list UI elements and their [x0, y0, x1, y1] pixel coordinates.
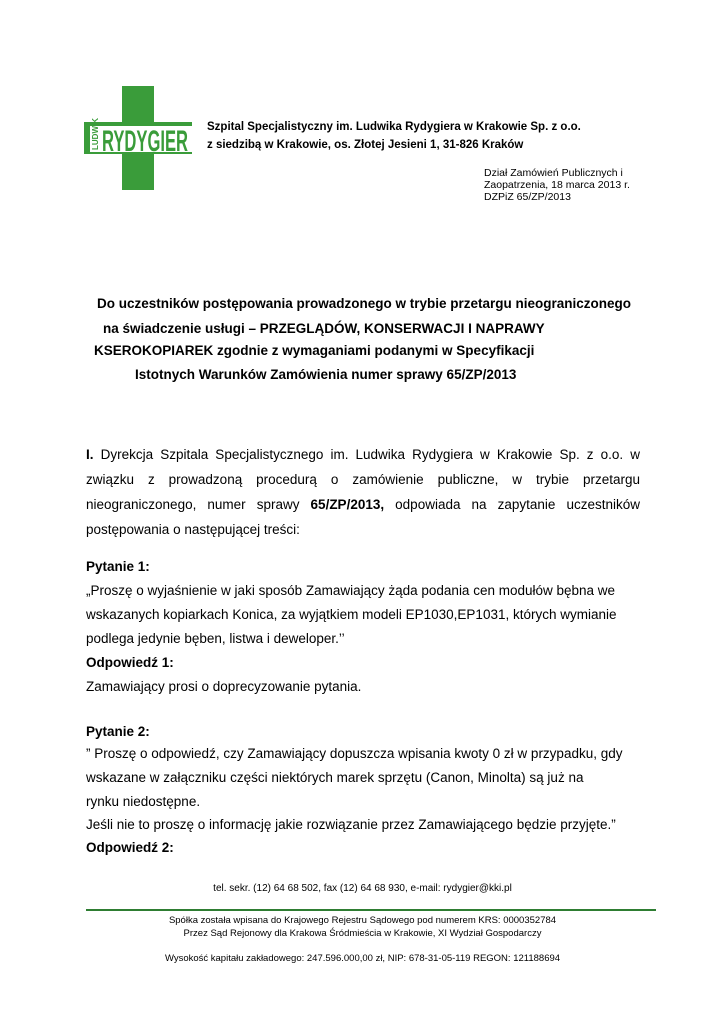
question-2-line-1: ” Proszę o odpowiedź, czy Zamawiający dopuszcza wpisania kwoty 0 zł w przypadku, gdy [86, 746, 623, 761]
department-reference: DZPiZ 65/ZP/2013 [484, 191, 571, 203]
title-line-2: na świadczenie usługi – PRZEGLĄDÓW, KONSERWACJI I NAPRAWY [103, 321, 545, 336]
question-1-label: Pytanie 1: [86, 559, 150, 574]
question-2-line-4: Jeśli nie to proszę o informację jakie rozwiązanie przez Zamawiającego będzie przyjęte.” [86, 817, 616, 832]
svg-text:RYDYGIER: RYDYGIER [102, 125, 189, 158]
title-line-1: Do uczestników postępowania prowadzonego w trybie przetargu nieograniczonego [97, 296, 632, 311]
intro-text-a: Dyrekcja Szpitala Specjalistycznego im. Ludwika Rydygiera w Krakowie Sp. z o.o. w związku z prowadzoną procedurą o zamówienie publiczne, w trybie przetargu nieograniczonego, numer sprawy [86, 447, 640, 512]
intro-paragraph [86, 442, 640, 542]
footer-court: Przez Sąd Rejonowy dla Krakowa Śródmieścia w Krakowie, XI Wydział Gospodarczy [183, 928, 542, 939]
header-line-2: z siedzibą w Krakowie, os. Złotej Jesieni 1, 31-826 Kraków [207, 139, 524, 151]
question-1-line-1: „Proszę o wyjaśnienie w jaki sposób Zamawiający żąda podania cen modułów bębna we [86, 583, 616, 598]
answer-1-label: Odpowiedź 1: [86, 655, 174, 670]
question-1-line-3: podlega jedynie bęben, listwa i deweloper.’’ [86, 631, 345, 646]
question-1-line-2: wskazanych kopiarkach Konica, za wyjątkiem modeli EP1030,EP1031, których wymianie [86, 607, 617, 622]
section-marker: I. [86, 447, 94, 462]
answer-1-text: Zamawiający prosi o doprecyzowanie pytania. [86, 679, 362, 694]
question-2-line-3: rynku niedostępne. [86, 794, 201, 809]
hospital-logo [84, 86, 192, 190]
department-line-1: Dział Zamówień Publicznych i [484, 167, 623, 179]
footer-registry: Spółka została wpisana do Krajowego Rejestru Sądowego pod numerem KRS: 0000352784 [168, 915, 557, 926]
case-number: 65/ZP/2013, [310, 497, 385, 512]
title-line-4: Istotnych Warunków Zamówienia numer sprawy 65/ZP/2013 [135, 367, 517, 382]
footer-divider [86, 909, 656, 911]
question-2-line-2: wskazane w załączniku części niektórych marek sprzętu (Canon, Minolta) są już na [86, 770, 584, 785]
title-line-3: KSEROKOPIAREK zgodnie z wymaganiami podanymi w Specyfikacji [94, 343, 535, 358]
svg-text:LUDWIK: LUDWIK [91, 118, 100, 150]
department-date: Zaopatrzenia, 18 marca 2013 r. [484, 179, 630, 191]
answer-2-label: Odpowiedź 2: [86, 840, 174, 855]
footer-capital: Wysokość kapitału zakładowego: 247.596.000,00 zł, NIP: 678-31-05-119 REGON: 121188694 [164, 953, 561, 964]
question-2-label: Pytanie 2: [86, 724, 150, 739]
footer-contact: tel. sekr. (12) 64 68 502, fax (12) 64 68 930, e-mail: rydygier@kki.pl [213, 883, 512, 894]
intro-text-b: odpowiada na zapytanie uczestników postępowania o następującej treści: [86, 497, 640, 537]
header-line-1: Szpital Specjalistyczny im. Ludwika Rydygiera w Krakowie Sp. z o.o. [207, 121, 581, 133]
